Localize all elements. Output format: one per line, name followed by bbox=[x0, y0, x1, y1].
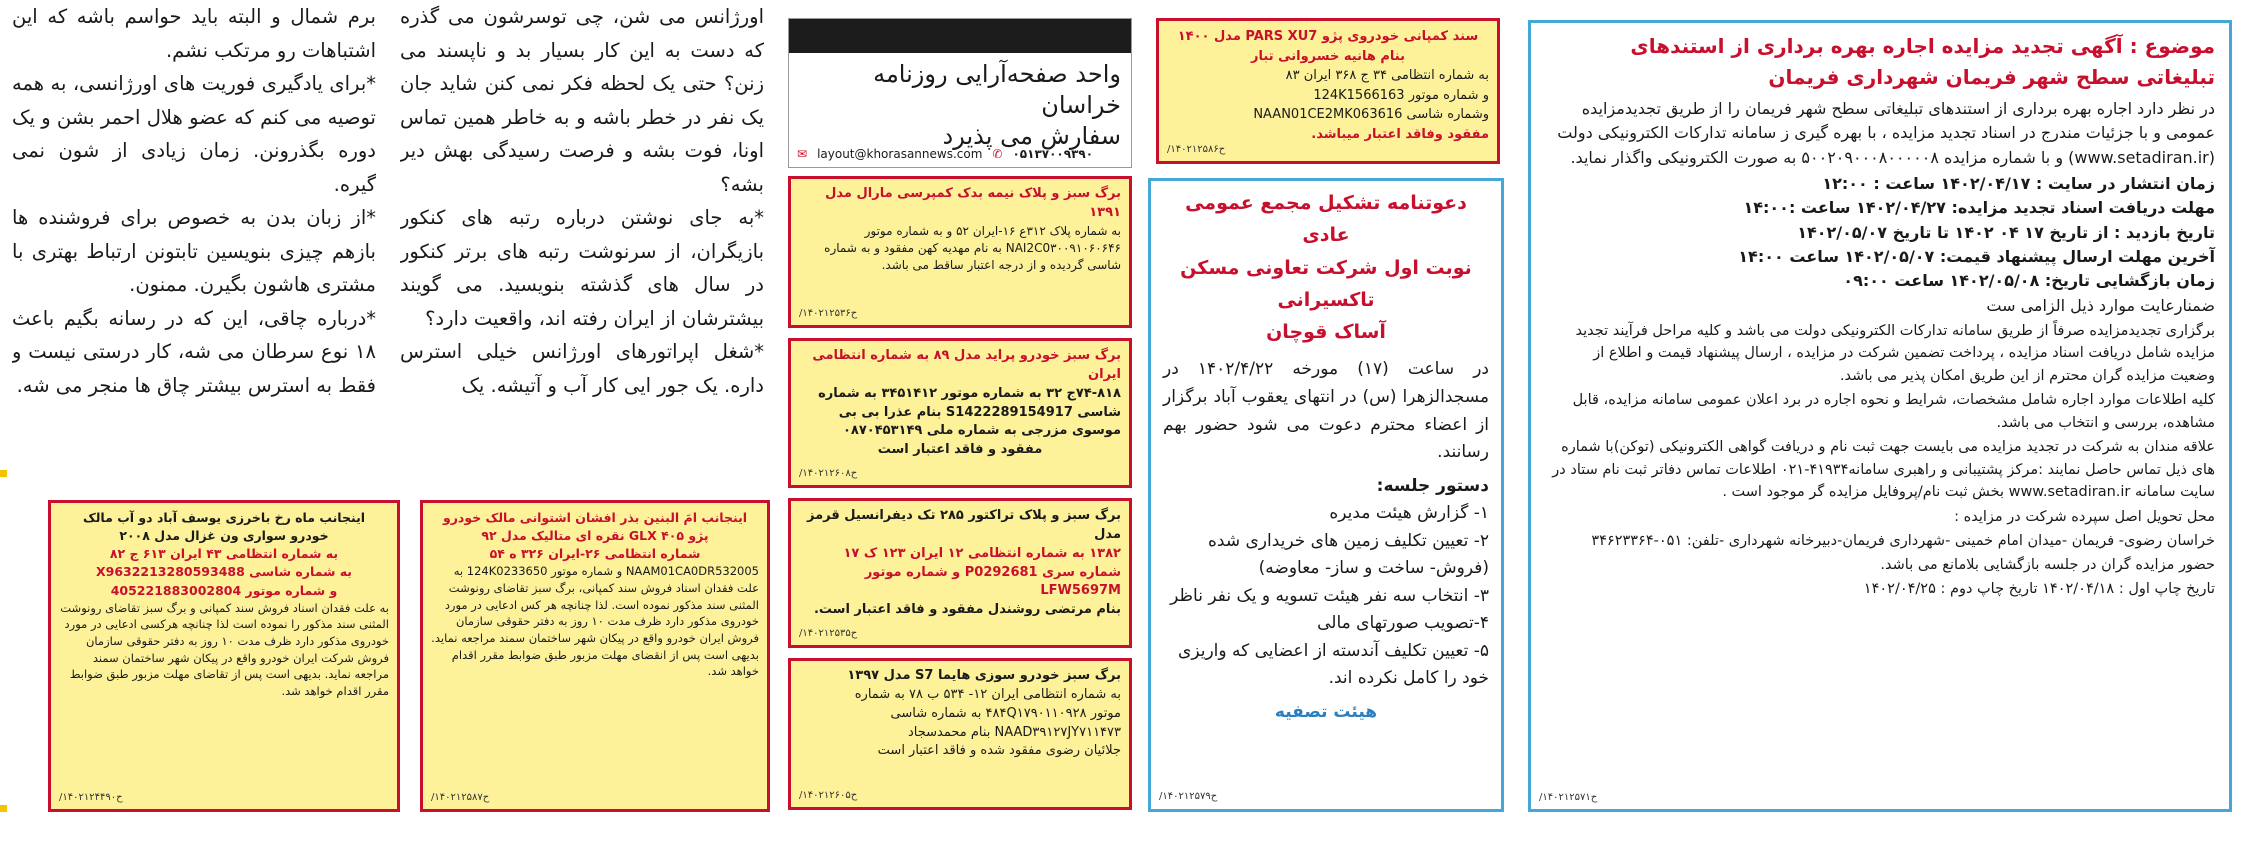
khorasan-text-2: سفارش می پذیرد bbox=[942, 122, 1121, 151]
meeting-signature: هیئت تصفیه bbox=[1274, 701, 1378, 722]
meeting-intro: در ساعت (۱۷) مورخه ۱۴۰۲/۴/۲۲ در مسجدالزهرا (س) در انتهای یعقوب آباد برگزار از اعضاء محترم دعوت می شود حضور بهم رسانند. bbox=[1163, 359, 1489, 463]
main-ad-body-3: علاقه مندان به شرکت در تجدید مزایده می بایست جهت ثبت نام و دریافت گواهی الکترونیکی (توکن)با شماره های ذیل تماس حاصل نمایند :مرکز پشتیبانی و راهبری سامانه۴۱۹۳۴-۰۲۱ اطلاعات تماس دفاتر ثبت نام ستاد در سایت سامانه www.setadiran.ir بخش ثبت نام/پروفایل مزایده گر موجود است . bbox=[1552, 439, 2215, 501]
car-ad-lost: مفقود وفاقد اعتبار میباشد. bbox=[1311, 126, 1489, 142]
agenda-item: ۳- انتخاب سه نفر هیئت تسویه و یک نفر ناظر bbox=[1170, 585, 1489, 606]
car-ad-owner: بنام هانیه خسروانی تبار bbox=[1251, 48, 1405, 64]
agenda-item: ۱- گزارش هیئت مدیره bbox=[1329, 503, 1489, 524]
agenda-item: ۲- تعیین تکلیف زمین های خریداری شده (فروش- ساخت و ساز- معاوضه) bbox=[1208, 530, 1489, 579]
registration-mark bbox=[0, 805, 7, 812]
car-ad-engine: و شماره موتور 124K1566163 bbox=[1313, 87, 1489, 103]
ad-line-3: شماره انتظامی ۲۶-ایران ۳۲۶ ه ۵۴ bbox=[489, 546, 701, 562]
main-ad-body-4: محل تحویل اصل سپرده شرکت در مزایده : bbox=[1954, 508, 2215, 525]
agenda-item: ۵- تعیین تکلیف آندسته از اعضایی که واریزی خود را کامل نکرده اند. bbox=[1178, 640, 1489, 689]
ad-lost: مفقود و فاقد اعتبار است bbox=[877, 442, 1043, 458]
ad-body-3: NAAD۳۹۱۲۷JY۷۱۱۴۷۳ بنام محمدسجاد bbox=[907, 724, 1121, 740]
lost-doc-ad-tractor bbox=[788, 498, 1132, 648]
car-ad-plate: به شماره انتظامی ۳۴ ج ۳۶۸ ایران ۸۳ bbox=[1285, 68, 1489, 83]
ad-title: برگ سبز خودرو سوزی هایما S7 مدل ۱۳۹۷ bbox=[847, 668, 1121, 683]
meeting-title-line-3: آساک قوچان bbox=[1266, 321, 1386, 344]
main-ad-code: /ح۱۴۰۲۱۲۵۷۱ bbox=[1539, 791, 1598, 803]
lost-doc-ad-peugeot405 bbox=[420, 500, 770, 812]
ad-body-1: ۱۳۸۲ به شماره انتظامی ۱۲ ایران ۱۲۳ ک ۱۷ bbox=[843, 545, 1121, 561]
registration-mark bbox=[0, 470, 7, 477]
ad-title: اینجانب ماه رخ باخرزی یوسف آباد دو آب مالک bbox=[82, 510, 366, 525]
car-ad-chassis: وشماره شاسی NAAN01CE2MK063616 bbox=[1253, 107, 1489, 122]
khorasan-text-1: واحد صفحه‌آرایی روزنامه خراسان bbox=[873, 60, 1121, 120]
agenda-list bbox=[1163, 500, 1489, 693]
ad-line-5: و شماره موتور 405221883002804 bbox=[110, 582, 338, 598]
car-ad-title: سند کمپانی خودروی پژو PARS XU7 مدل ۱۴۰۰ bbox=[1177, 29, 1479, 44]
requirements-note: ضمنارعایت موارد ذیل الزامی ست bbox=[1986, 295, 2215, 315]
agenda-title: دستور جلسه: bbox=[1376, 475, 1489, 496]
ad-line-2: خودرو سواری ون غزال مدل ۲۰۰۸ bbox=[119, 528, 329, 544]
date-offer-deadline: آخرین مهلت ارسال پیشنهاد قیمت: ۱۴۰۲/۰۵/۰۷ ساعت ۱۴:۰۰ bbox=[1738, 246, 2215, 266]
main-ad-dates bbox=[1545, 172, 2215, 318]
ad-body: به شماره پلاک ۳۱۲ع ۱۶-ایران ۵۲ و به شماره موتور NAI2C0۳۰۰۹۱۰۶۰۶۴۶ به نام مهدیه کهن مفقود و به شماره شاسی گردیده و از درجه اعتبار ساقط می باشد. bbox=[824, 223, 1121, 273]
date-publish: زمان انتشار در سایت : ۱۴۰۲/۰۴/۱۷ ساعت : ۱۲:۰۰ bbox=[1822, 173, 2215, 193]
khorasan-header-bar bbox=[789, 19, 1131, 53]
khorasan-phone: ۰۵۱۳۷۰۰۹۳۹۰ bbox=[1012, 147, 1094, 161]
article-column-1: اورژانس می شن، چی توسرشون می گذره که دست به این کار بسیار بد و ناپسند می زنن؟ حتی یک لحظه فکر نمی کنن شاید جان یک نفر در خطر باشه و به خاطر همین تماس اونا، فوت بشه و فرصت رسیدگی بهش دیر بشه؟ *به جای نوشتن درباره رتبه های کنکور بازیگران، از سرنوشت رتبه های برتر کنکور در سال های گذشته بنویسید. می گویند بیشترشان از ایران رفته اند، واقعیت دارد؟ *شغل اپراتورهای اورژانس خیلی استرس داره. یک جور ایی کار آب و آتیشه. یک bbox=[400, 5, 764, 397]
ad-title: اینجانب امَ البنین بذر افشان اشتوانی مالک خودرو bbox=[442, 510, 748, 525]
agenda-item: ۴-تصویب صورتهای مالی bbox=[1317, 613, 1489, 634]
main-ad-body-1: برگزاری تجدیدمزایده صرفاً از طریق سامانه تدارکات الکترونیکی دولت می باشد و کلیه مراحل فرآیند تجدید مزایده شامل دریافت اسناد مزایده ، پرداخت تضمین شرکت در مزایده ، ارسال پیشنهاد قیمت و اطلاع از وضعیت مزایده گران محترم از این طریق امکان پذیر می باشد. bbox=[1575, 322, 2215, 384]
email-icon: ✉ bbox=[797, 147, 808, 161]
ad-body: به علت فقدان اسناد فروش سند کمپانی و برگ سبز تقاضای رونوشت المثنی سند مذکور را نموده است لذا چنانچه هرکسی ادعایی در مورد خودروی مذکور دارد ظرف مدت ۱۰ روز به دفتر حقوقی سازمان فروش شرکت ایران خودرو واقع در پیکان شهر ساختمان سمند مراجعه نماید. بدیهی است پس از تقاضای مهلت مزبور طبق ضوابط مقرر اقدام خواهد شد. bbox=[60, 600, 389, 698]
meeting-title bbox=[1163, 187, 1489, 348]
date-visit: تاریخ بازدید : از تاریخ ۱۷ ۰۴ ۱۴۰۲ تا تاریخ ۱۴۰۲/۰۵/۰۷ bbox=[1797, 222, 2215, 242]
ad-body-3: بنام مرتضی روشندل مفقود و فاقد اعتبار است. bbox=[813, 602, 1121, 618]
ad-body: NAAM01CA0DR532005 و شماره موتور 124K0233650 به علت فقدان اسناد فروش سند کمپانی، برگ سبز تقاضای رونوشت المثنی سند مذکور نموده است. لذا چنانچه هر کس ادعایی در مورد خودروی مذکور دارد ظرف مدت ۱۰ روز به دفتر حقوقی سازمان فروش ایران خودرو واقع در پیکان شهر ساختمان سمند مراجعه نماید. بدیهی است پس از انقضای مهلت مزبور طبق ضوابط مقرر اقدام خواهد شد. bbox=[431, 564, 759, 679]
lost-doc-ad-maral bbox=[788, 176, 1132, 328]
ad-title: برگ سبز و پلاک نیمه بدک کمپرسی مارال مدل ۱۳۹۱ bbox=[825, 186, 1121, 220]
ad-title: برگ سبز و پلاک تراکتور ۲۸۵ تک دیفرانسیل قرمز مدل bbox=[807, 508, 1121, 542]
ad-title: برگ سبز خودرو پراید مدل ۸۹ به شماره انتظامی ایران bbox=[812, 348, 1121, 382]
khorasan-layout-ad bbox=[788, 18, 1132, 168]
ad-line-2: پژو GLX ۴۰۵ نقره ای متالیک مدل ۹۲ bbox=[481, 528, 709, 544]
khorasan-contact bbox=[797, 147, 1123, 161]
ad-code: /ح۱۴۰۲۱۲۶۰۵ bbox=[799, 789, 858, 801]
lost-doc-ad-haima bbox=[788, 658, 1132, 810]
main-ad-intro: در نظر دارد اجاره بهره برداری از استندهای تبلیغاتی سطح شهر فریمان را از طریق تجدیدمزایده عمومی و با جزئیات مندرج در اسناد تجدید مزایده ، با بهره گیری ز سامانه تدارکات الکترونیکی دولت (www.setadiran.ir) و با شماره مزایده ۵۰۰۲۰۹۰۰۰۸۰۰۰۰۰۸ به صورت الکترونیکی واگذار نماید. bbox=[1557, 99, 2215, 167]
article-column-2: برم شمال و البته باید حواسم باشه که این اشتباهات رو مرتکب نشم. *برای یادگیری فوریت های اورژانسی، به همه توصیه می کنم که عضو هلال احمر بشن و یک دوره بگذرونن. زمان زیادی از شون نمی گیره. *از زبان بدن به خصوص برای فروشنده ها بازهم چیزی بنویسین تابتونن ارتباط بهتری با مشتری هاشون بگیرن. ممنون. *درباره چاقی، این که در رسانه بگیم باعث ۱۸ نوع سرطان می شه، کار درستی نیست و فقط به استرس بیشتر چاق ها منجر می شه. bbox=[12, 5, 376, 397]
ad-body-2: شماره سری P0292681 و شماره موتور LFW5697M bbox=[864, 564, 1121, 599]
ad-code: /ح۱۴۰۲۱۲۴۴۹۰ bbox=[59, 791, 123, 803]
main-ad-body-2: کلیه اطلاعات موارد اجاره شامل مشخصات، شرایط و نحوه اجاره در برد اعلان عمومی سامانه مزایده، قابل مشاهده، بررسی و انتخاب می باشد. bbox=[1572, 392, 2215, 431]
lost-doc-ad-gazelle bbox=[48, 500, 400, 812]
meeting-title-line-2: نوبت اول شرکت تعاونی مسکن تاکسیرانی bbox=[1180, 256, 1472, 311]
ad-body: ۷۴-۸۱۸ج ۳۲ به شماره موتور ۳۴۵۱۴۱۲ به شماره شاسی S1422289154917 بنام عذرا بی بی موسوی مزرجی به شماره ملی ۰۸۷۰۴۵۳۱۴۹ bbox=[818, 385, 1121, 439]
khorasan-email[interactable]: layout@khorasannews.com bbox=[817, 147, 983, 161]
ad-code: /ح۱۴۰۲۱۲۵۸۷ bbox=[431, 791, 490, 803]
ad-body-2: موتور ۴۸۴Q۱۷۹۰۱۱۰۹۲۸ به شماره شاسی bbox=[890, 705, 1121, 721]
car-ad-code: /ح۱۴۰۲۱۲۵۸۶ bbox=[1167, 144, 1226, 155]
main-ad-print-dates: تاریخ چاپ اول : ۱۴۰۲/۰۴/۱۸ تاریخ چاپ دوم : ۱۴۰۲/۰۴/۲۵ bbox=[1863, 580, 2215, 597]
ad-line-3: به شماره انتظامی ۴۳ ایران ۶۱۳ ج ۸۲ bbox=[109, 546, 339, 562]
meeting-invitation-ad bbox=[1148, 178, 1504, 812]
ad-code: /ح۱۴۰۲۱۲۵۳۵ bbox=[799, 627, 858, 639]
ad-line-4: به شماره شاسی X9632213280593488 bbox=[95, 564, 352, 580]
ad-code: /ح۱۴۰۲۱۲۶۰۸ bbox=[799, 467, 858, 479]
date-docs-deadline: مهلت دریافت اسناد تجدید مزایده: ۱۴۰۲/۰۴/۲۷ ساعت :۱۴:۰۰ bbox=[1743, 198, 2215, 218]
date-opening: زمان بازگشایی تاریخ: ۱۴۰۲/۰۵/۰۸ ساعت ۰۹:۰۰ bbox=[1843, 271, 2215, 291]
main-ad-body-5: خراسان رضوی- فریمان -میدان امام خمینی -شهرداری فریمان-دبیرخانه شهرداری -تلفن: ۰۵۱-۳۴۶۲۳۳۶۴ bbox=[1591, 532, 2215, 549]
lost-doc-ad-pride bbox=[788, 338, 1132, 488]
car-document-ad bbox=[1156, 18, 1500, 164]
main-ad-title: موضوع : آگهی تجدید مزایده اجاره بهره برداری از استندهای تبلیغاتی سطح شهر فریمان شهرداری فریمان bbox=[1630, 34, 2215, 89]
ad-body-1: به شماره انتظامی ایران ۱۲- ۵۳۴ ب ۷۸ به شماره bbox=[854, 686, 1121, 702]
main-ad-body-6: حضور مزایده گران در جلسه بازگشایی بلامانع می باشد. bbox=[1880, 556, 2215, 573]
ad-body-4: جلائیان رضوی مفقود شده و فاقد اعتبار است bbox=[877, 743, 1121, 759]
meeting-code: /ح۱۴۰۲۱۲۵۷۹ bbox=[1159, 790, 1218, 802]
ad-code: /ح۱۴۰۲۱۲۵۳۶ bbox=[799, 307, 858, 319]
meeting-title-line-1: دعوتنامه تشکیل مجمع عمومی عادی bbox=[1185, 192, 1467, 247]
phone-icon: ✆ bbox=[992, 147, 1003, 161]
main-auction-ad bbox=[1528, 20, 2232, 812]
